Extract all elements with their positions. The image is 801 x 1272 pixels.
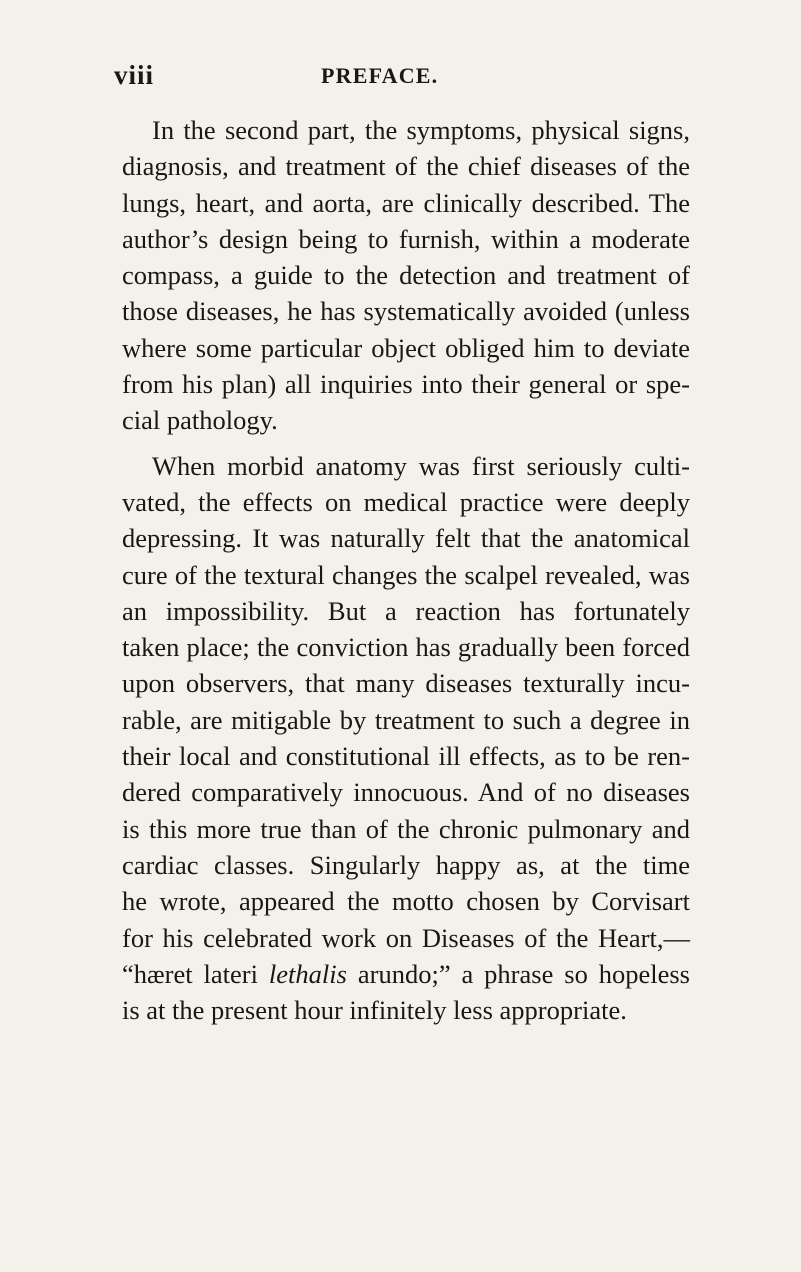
page-number: viii [114,60,155,90]
text-line: an impossibility. But a reaction has fortunately [122,595,690,626]
text-line: lungs, heart, and aorta, are clinically described. The [122,187,690,218]
text-line: he wrote, appeared the motto chosen by Corvisart [122,886,690,917]
text-line: is at the present hour infinitely less appropriate. [122,995,627,1026]
text-line: taken place; the conviction has gradually been forced [122,632,690,663]
text-line: diagnosis, and treatment of the chief diseases of the [122,151,690,182]
text-line: those diseases, he has systematically avoided (unless [122,296,690,327]
quote-text-after: arundo;” a phrase so hopeless [346,958,690,989]
text-line: In the second part, the symptoms, physical signs, [152,115,690,145]
text-line: where some particular object obliged him to deviate [122,332,690,363]
quote-text-italic: lethalis [268,958,347,989]
text-line: cardiac classes. Singularly happy as, at the time [122,849,690,880]
text-line: cure of the textural changes the scalpel revealed, was [122,559,690,590]
text-line: rable, are mitigable by treatment to such a degree in [122,704,690,735]
text-line: vated, the effects on medical practice were deeply [122,486,690,517]
text-line: author’s design being to furnish, within a moderate [122,223,690,254]
text-line: When morbid anatomy was first seriously culti- [152,450,690,481]
body-text [122,112,690,1028]
running-title: PREFACE. [321,63,439,88]
quote-text-before: “hæret lateri [122,958,269,989]
text-line: compass, a guide to the detection and treatment of [122,260,690,291]
text-line: for his celebrated work on Diseases of the Heart,— [122,922,690,953]
text-line: upon observers, that many diseases texturally incu- [122,668,690,699]
paragraph-gap [122,439,690,448]
text-line: cial pathology. [122,405,278,436]
running-head [114,60,694,92]
text-line: is this more true than of the chronic pulmonary and [122,813,690,844]
text-line: depressing. It was naturally felt that the anatomical [122,523,690,554]
text-line: their local and constitutional ill effects, as to be ren- [122,741,690,772]
quote-line [122,956,690,992]
text-line: from his plan) all inquiries into their general or spe- [122,369,690,400]
text-line: dered comparatively innocuous. And of no diseases [122,777,690,808]
